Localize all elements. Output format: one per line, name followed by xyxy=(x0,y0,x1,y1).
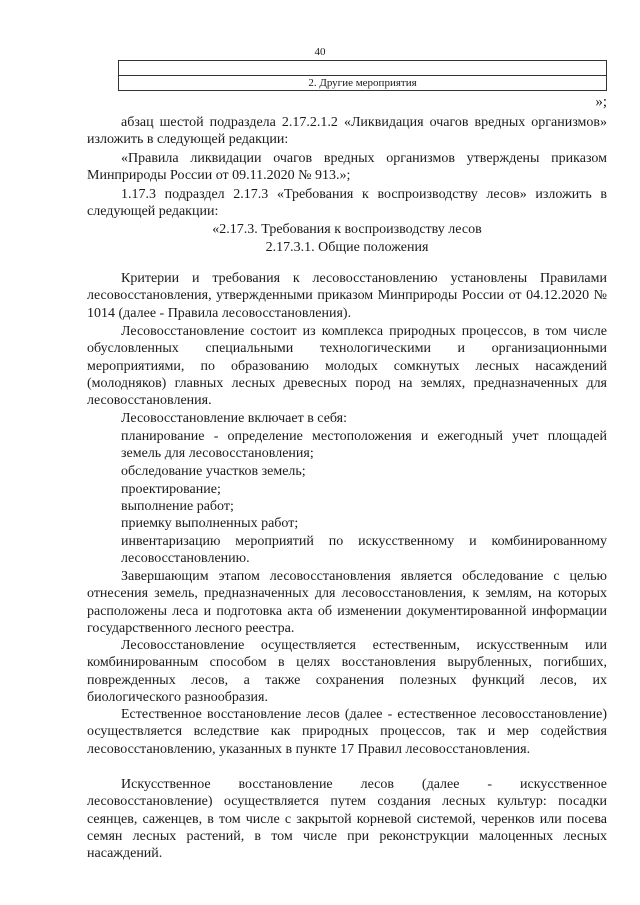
paragraph-natural: Естественное восстановление лесов (далее - естественное лесовосстановление) осуществляется вследствие как природных процессов, так и мер содействия лесовосстановлению, указанных в пункте 17 Правил лесовосстановления. xyxy=(87,707,607,757)
list-item: выполнение работ; xyxy=(121,499,234,514)
list-item: проектирование; xyxy=(121,482,221,497)
paragraph-amendment-3: 1.17.3 подраздел 2.17.3 «Требования к воспроизводству лесов» изложить в следующей редакции: xyxy=(87,187,607,220)
closing-quote: »; xyxy=(595,94,607,110)
activities-table xyxy=(118,60,607,91)
list-item: приемку выполненных работ; xyxy=(121,516,299,531)
list-item: планирование - определение местоположения и ежегодный учет площадей земель для лесовосстановления; xyxy=(121,429,607,462)
list-item: обследование участков земель; xyxy=(121,464,306,479)
page-number: 40 xyxy=(314,46,326,58)
paragraph-amendment-2: «Правила ликвидации очагов вредных организмов утверждены приказом Минприроды России от 09.11.2020 № 913.»; xyxy=(87,151,607,184)
paragraph-final-stage: Завершающим этапом лесовосстановления является обследование с целью отнесения земель, предназначенных для лесовосстановления, к землям, на которых расположены леса и подготовка акта об изменении документированной информации государственного лесного реестра. xyxy=(87,569,607,636)
subsection-heading: 2.17.3.1. Общие положения xyxy=(265,240,429,255)
paragraph-composition: Лесовосстановление состоит из комплекса природных процессов, в том числе обусловленных специальными технологическими и организационными мероприятиями, по образованию молодых сомкнутых лесных насаждений (молодняков) главных лесных древесных пород на землях, предназначенных для лесовосстановления. xyxy=(87,324,607,409)
paragraph-methods: Лесовосстановление осуществляется естественным, искусственным или комбинированным способом в целях восстановления вырубленных, погибших, поврежденных лесов, а также сохранения полезных функций лесов, их биологического разнообразия. xyxy=(87,638,607,705)
section-heading: «2.17.3. Требования к воспроизводству лесов xyxy=(212,222,482,237)
table-blank-row xyxy=(119,61,607,76)
paragraph-includes: Лесовосстановление включает в себя: xyxy=(121,411,348,426)
list-item: инвентаризацию мероприятий по искусственному и комбинированному лесовосстановлению. xyxy=(121,534,607,567)
paragraph-artificial: Искусственное восстановление лесов (далее - искусственное лесовосстановление) осуществляется путем создания лесных культур: посадки сеянцев, саженцев, в том числе с закрытой корневой системой, черенков или посева семян лесных растений, в том числе при реконструкции малоценных лесных насаждений. xyxy=(87,777,607,862)
paragraph-criteria: Критерии и требования к лесовосстановлению установлены Правилами лесовосстановления, утвержденными приказом Минприроды России от 04.12.2020 № 1014 (далее - Правила лесовосстановления). xyxy=(87,271,607,321)
table-section-title: 2. Другие мероприятия xyxy=(119,76,607,91)
paragraph-amendment-1: абзац шестой подраздела 2.17.2.1.2 «Ликвидация очагов вредных организмов» изложить в следующей редакции: xyxy=(87,115,607,148)
